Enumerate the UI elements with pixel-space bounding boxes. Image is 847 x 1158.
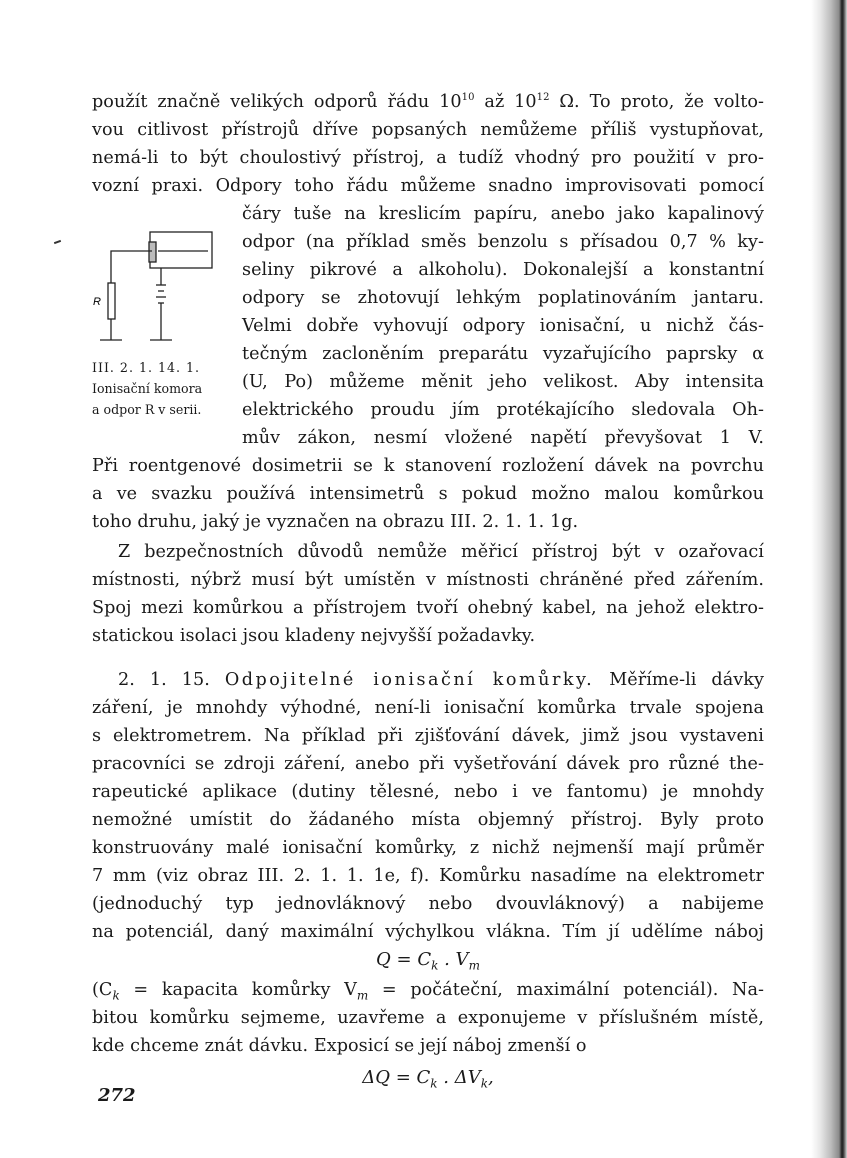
text-line: tečným zacloněním preparátu vyzařujícího paprsky α	[242, 344, 764, 364]
text-line: statickou isolaci jsou kladeny nejvyšší požadavky.	[92, 626, 536, 646]
scan-speck	[54, 240, 61, 244]
text-line: mův zákon, nesmí vložené napětí převyšovat 1 V.	[242, 428, 764, 448]
text-line: místnosti, nýbrž musí být umístěn v místnosti chráněné před zářením.	[92, 570, 764, 590]
text-line: kde chceme znát dávku. Exposicí se její náboj zmenší o	[92, 1036, 587, 1056]
text-line: Z bezpečnostních důvodů nemůže měřicí přístroj být v ozařovací	[118, 542, 764, 562]
caption-text: Ionisační komora	[92, 381, 203, 396]
section-number: 2. 1. 15.	[118, 670, 210, 690]
text-line: použít značně velikých odporů řádu $10^{10}$ až $10^{12}$ Ω. To proto, že volto-	[92, 92, 764, 112]
text-line: vou citlivost přístrojů dříve popsaných nemůžeme příliš vystupňovat,	[92, 120, 764, 140]
text-line: 7 mm (viz obraz III. 2. 1. 1. 1e, f). Komůrku nasadíme na elektrometr	[92, 866, 764, 886]
text-line: s elektrometrem. Na příklad při zjišťování dávek, jimž jsou vystaveni	[92, 726, 764, 746]
formula-charge-change: $\Delta Q = C_k$ . $\Delta V_k$,	[362, 1067, 494, 1091]
text-line: Při roentgenové dosimetrii se k stanovení rozložení dávek na povrchu	[92, 456, 764, 476]
section-heading-line: 2. 1. 15. Odpojitelné ionisační komůrky. Měříme-li dávky	[118, 670, 764, 690]
text-line: (jednoduchý typ jednovláknový nebo dvouvláknový) a nabijeme	[92, 894, 764, 914]
formula-charge: $Q = C_k$ . $V_m$	[376, 949, 480, 973]
text-line: Velmi dobře vyhovují odpory ionisační, u nichž čás-	[242, 316, 764, 336]
text-line: rapeutické aplikace (dutiny tělesné, nebo i ve fantomu) je mnohdy	[92, 782, 764, 802]
text-line: čáry tuše na kreslicím papíru, anebo jako kapalinový	[242, 204, 764, 224]
text-line: konstruovány malé ionisační komůrky, z nichž nejmenší mají průměr	[92, 838, 764, 858]
text-line: odpory se zhotovují lehkým poplatinováním jantaru.	[242, 288, 764, 308]
page-number: 272	[98, 1085, 136, 1106]
resistor	[108, 283, 115, 319]
ionisation-chamber	[150, 232, 212, 268]
figure-number: III. 2. 1. 14. 1.	[92, 360, 201, 375]
text-line: elektrického proudu jím protékajícího sledovala Oh-	[242, 400, 764, 420]
text-line: ($C_k$ = kapacita komůrky $V_m$ = počáteční, maximální potenciál). Na-	[92, 980, 764, 1003]
caption-text: a odpor R v serii.	[92, 402, 202, 417]
section-title: Odpojitelné ionisační komůrky.	[224, 670, 595, 690]
text-line: nemožné umístit do žádaného místa objemný přístroj. Byly proto	[92, 810, 764, 830]
text-line: a ve svazku používá intensimetrů s pokud možno malou komůrkou	[92, 484, 764, 504]
text-line: odpor (na příklad směs benzolu s přísadou 0,7 % ky-	[242, 232, 764, 252]
text-line: toho druhu, jaký je vyznačen na obrazu III. 2. 1. 1. 1g.	[92, 512, 579, 532]
wire-to-resistor	[111, 251, 152, 283]
circuit-diagram	[93, 225, 230, 345]
figure-caption	[92, 357, 242, 420]
text-line: na potenciál, daný maximální výchylkou vlákna. Tím jí udělíme náboj	[92, 922, 764, 942]
text-line: nemá-li to být choulostivý přístroj, a tudíž vhodný pro použití v pro-	[92, 148, 764, 168]
text-line: seliny pikrové a alkoholu). Dokonalejší a konstantní	[242, 260, 764, 280]
text-line: Spoj mezi komůrkou a přístrojem tvoří ohebný kabel, na jehož elektro-	[92, 598, 764, 618]
text-line: vozní praxi. Odpory toho řádu můžeme snadno improvisovati pomocí	[92, 176, 764, 196]
text-line: (U, Po) můžeme měnit jeho velikost. Aby intensita	[242, 372, 764, 392]
text-line: pracovníci se zdroji záření, anebo při vyšetřování dávek pro různé the-	[92, 754, 764, 774]
text-line: záření, je mnohdy výhodné, není-li ionisační komůrka trvale spojena	[92, 698, 764, 718]
text-line: bitou komůrku sejmeme, uzavřeme a exponujeme v příslušném místě,	[92, 1008, 764, 1028]
insulator	[149, 242, 156, 262]
book-binding-shadow	[811, 0, 847, 1158]
resistor-label: R	[93, 296, 101, 308]
